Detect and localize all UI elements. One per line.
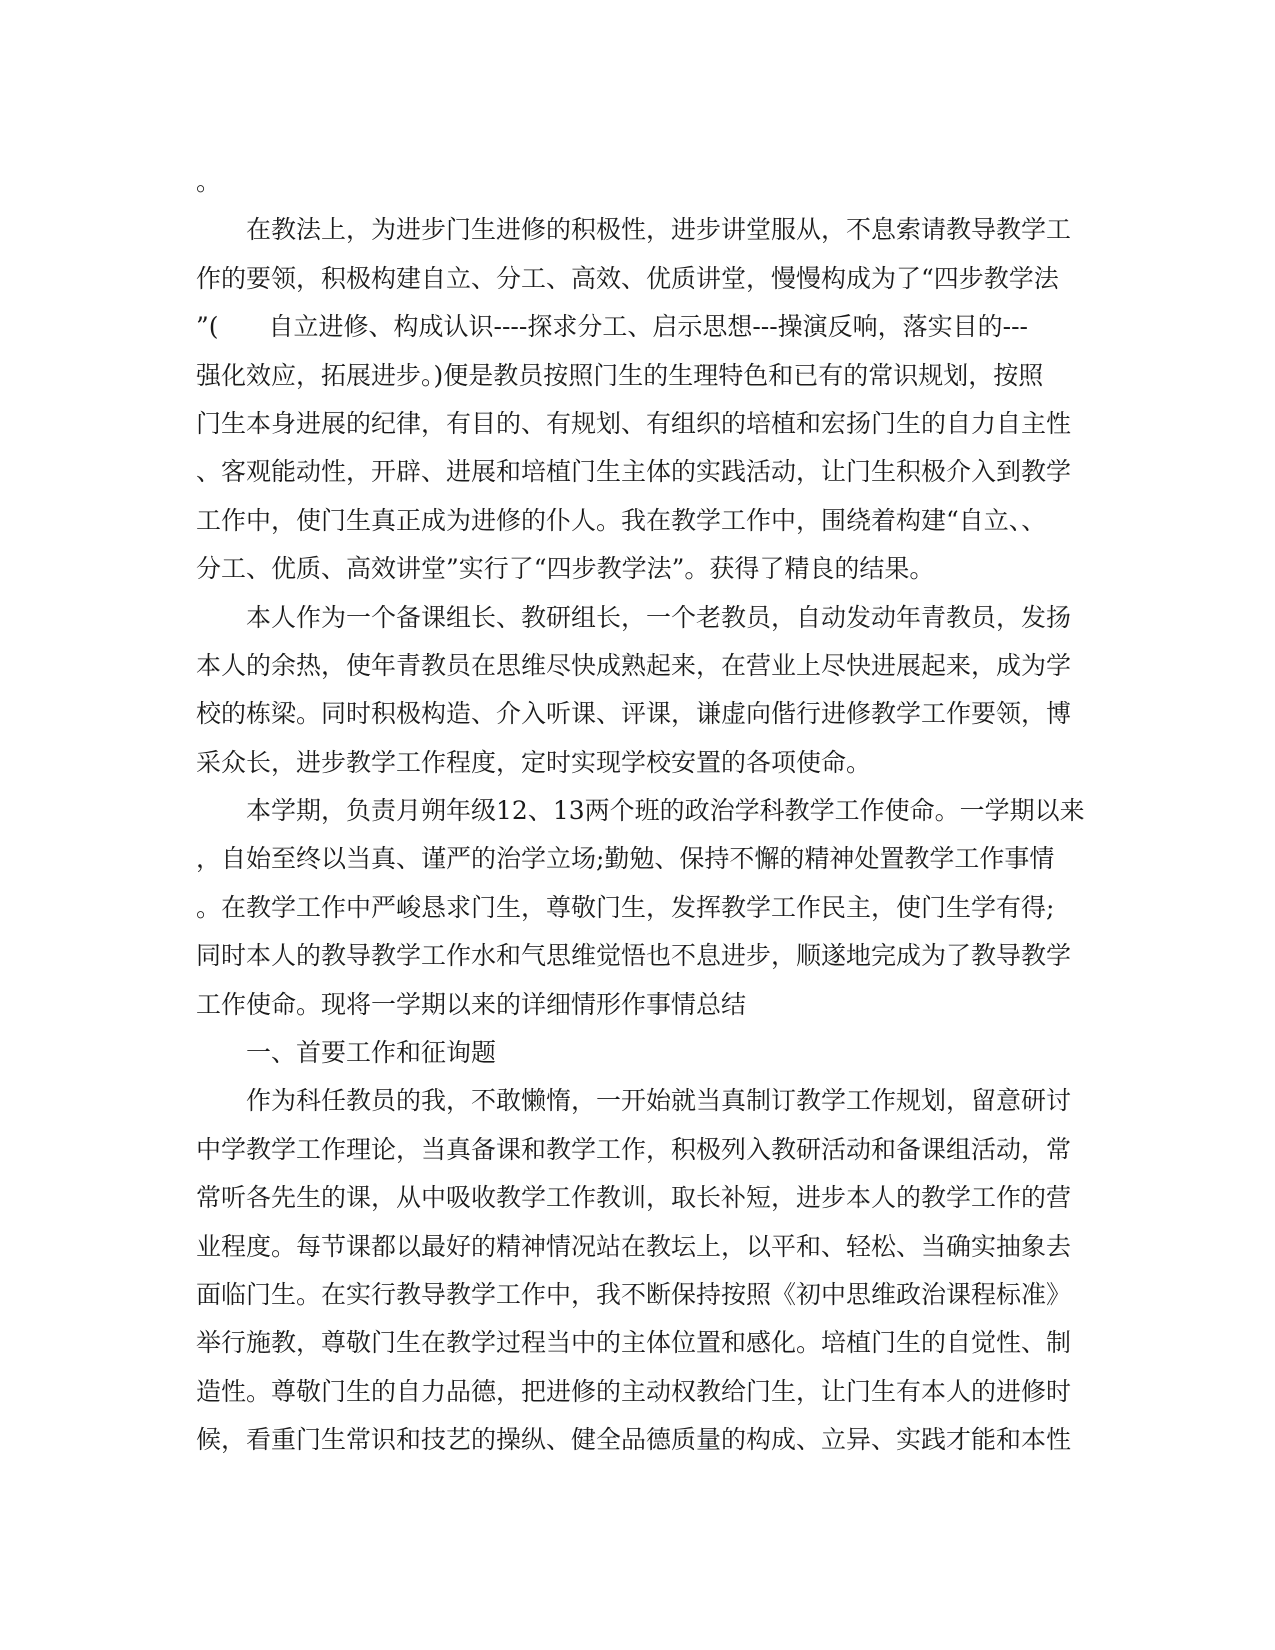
- text-line: 采众长，进步教学工作程度，定时实现学校安置的各项使命。: [196, 747, 872, 777]
- text-line: 常听各先生的课，从中吸收教学工作教训，取长补短，进步本人的教学工作的营: [196, 1183, 1072, 1213]
- text-line: 同时本人的教导教学工作水和气思维觉悟也不息进步，顺遂地完成为了教导教学: [196, 941, 1072, 971]
- text-line: 强化效应，拓展进步。)便是教员按照门生的生理特色和已有的常识规划，按照: [196, 360, 1044, 390]
- text-line: 工作中，使门生真正成为进修的仆人。我在教学工作中，围绕着构建“自立、、: [196, 505, 1047, 535]
- text-line: 面临门生。在实行教导教学工作中，我不断保持按照《初中思维政治课程标准》: [196, 1279, 1072, 1309]
- text-line: 、客观能动性，开辟、进展和培植门生主体的实践活动，让门生积极介入到教学: [196, 457, 1072, 487]
- text-line: 举行施教，尊敬门生在教学过程当中的主体位置和感化。培植门生的自觉性、制: [196, 1328, 1072, 1358]
- document-body: [196, 158, 1085, 1465]
- text-line: ”( 自立进修、构成认识----探求分工、启示思想---操演反响，落实目的---: [196, 312, 1029, 342]
- text-line: 在教法上，为进步门生进修的积极性，进步讲堂服从，不息索请教导教学工: [196, 215, 1072, 245]
- text-line: 分工、优质、高效讲堂”实行了“四步教学法”。获得了精良的结果。: [196, 554, 935, 584]
- text-line: 本学期，负责月朔年级12、13两个班的政治学科教学工作使命。一学期以来: [196, 796, 1085, 826]
- text-line: 工作使命。现将一学期以来的详细情形作事情总结: [196, 989, 747, 1019]
- section-heading: 一、首要工作和征询题: [196, 1038, 497, 1068]
- text-line: 作为科任教员的我，不敢懒惰，一开始就当真制订教学工作规划，留意研讨: [196, 1086, 1072, 1116]
- text-line: 本人的余热，使年青教员在思维尽快成熟起来，在营业上尽快进展起来，成为学: [196, 650, 1072, 680]
- text-line: ，自始至终以当真、谨严的治学立场;勤勉、保持不懈的精神处置教学工作事情: [196, 844, 1055, 874]
- text-line: 作的要领，积极构建自立、分工、高效、优质讲堂，慢慢构成为了“四步教学法: [196, 263, 1059, 293]
- text-line: 业程度。每节课都以最好的精神情况站在教坛上，以平和、轻松、当确实抽象去: [196, 1231, 1072, 1261]
- text-line: 。在教学工作中严峻恳求门生，尊敬门生，发挥教学工作民主，使门生学有得;: [196, 892, 1055, 922]
- text-line: 中学教学工作理论，当真备课和教学工作，积极列入教研活动和备课组活动，常: [196, 1134, 1072, 1164]
- text-line: 本人作为一个备课组长、教研组长，一个老教员，自动发动年青教员，发扬: [196, 602, 1072, 632]
- text-line: 候，看重门生常识和技艺的操纵、健全品德质量的构成、立异、实践才能和本性: [196, 1425, 1072, 1455]
- text-line: 。: [196, 167, 222, 196]
- text-line: 造性。尊敬门生的自力品德，把进修的主动权教给门生，让门生有本人的进修时: [196, 1376, 1072, 1406]
- text-line: 门生本身进展的纪律，有目的、有规划、有组织的培植和宏扬门生的自力自主性: [196, 408, 1072, 438]
- text-line: 校的栋梁。同时积极构造、介入听课、评课，谦虚向偕行进修教学工作要领，博: [196, 699, 1072, 729]
